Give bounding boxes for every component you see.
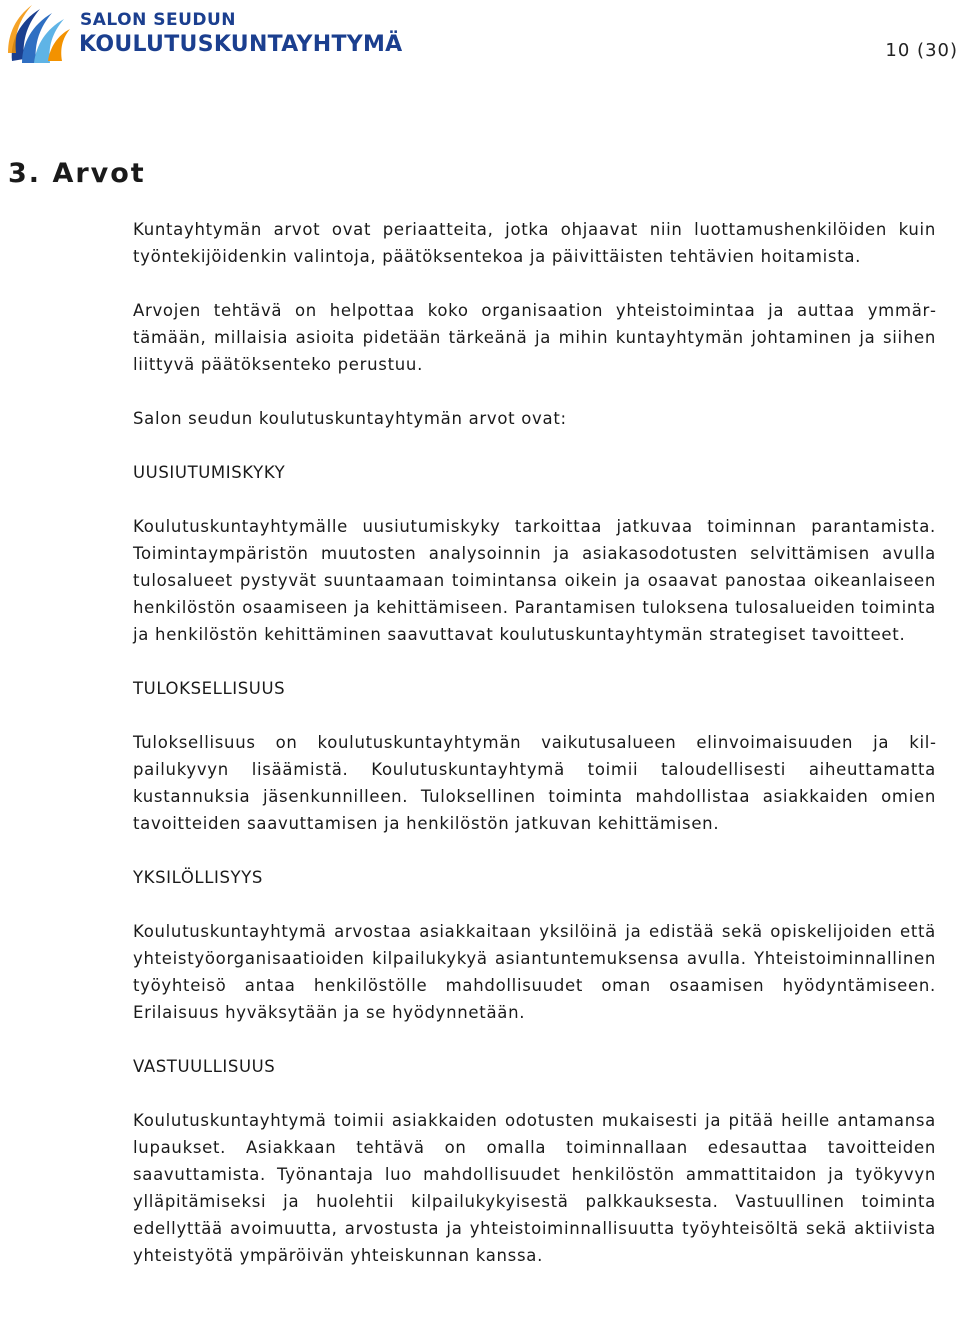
value-heading-yksilollisyys: YKSILÖLLISYYS (133, 868, 263, 887)
value-heading-uusiutumiskyky: UUSIUTUMISKYKY (133, 463, 286, 482)
value-heading-vastuullisuus: VASTUULLISUUS (133, 1057, 276, 1076)
intro-paragraph-3: Salon seudun koulutuskuntayhtymän arvot ovat: (133, 409, 567, 428)
intro-paragraph-1: Kuntayhtymän arvot ovat periaatteita, jotka ohjaavat niin luottamushenkilöiden kuin työntekijöidenkin valintoja, päätöksentekoa ja päivittäisten tehtävien hoitamista. (133, 220, 936, 266)
intro-paragraph-2: Arvojen tehtävä on helpottaa koko organisaation yhteistoimintaa ja auttaa ymmärtämään, millaisia asioita pidetään tärkeänä ja mihin kuntayhtymän johtaminen ja siihen liittyvä päätöksenteko perustuu. (133, 301, 936, 374)
value-text-yksilollisyys: Koulutuskuntayhtymä arvostaa asiakkaitaan yksilöinä ja edistää sekä opiskelijoiden että yhteistyöorganisaatioiden kilpailukykyä asiantuntemuksensa avulla. Yhteistoiminnallinen työyhteisö antaa henkilöstölle mahdollisuudet oman osaamisen hyödyntämiseen. Erilaisuus hyväksytään ja se hyödynnetään. (133, 922, 936, 1022)
logo-text-line1: SALON SEUDUN (80, 10, 237, 30)
page-number: 10 (30) (885, 40, 958, 61)
logo (6, 3, 456, 67)
section-title: 3. Arvot (8, 158, 146, 189)
page-header (0, 0, 960, 80)
value-text-tuloksellisuus: Tuloksellisuus on koulutuskuntayhtymän vaikutusalueen elinvoimaisuuden ja kilpailukyvyn lisäämistä. Koulutuskuntayhtymä toimii taloudellisesti aiheuttamatta kustannuksia jäsenkunnilleen. Tuloksellinen toiminta mahdollistaa asiakkaiden omien tavoitteiden saavuttamisen ja henkilöstön jatkuvan kehittämisen. (133, 733, 936, 833)
value-heading-tuloksellisuus: TULOKSELLISUUS (133, 679, 286, 698)
document-body (133, 216, 936, 1296)
flame-swoosh-icon (6, 3, 72, 67)
logo-text-line2: KOULUTUSKUNTAYHTYMÄ (79, 32, 403, 57)
value-text-uusiutumiskyky: Koulutuskuntayhtymälle uusiutumiskyky tarkoittaa jatkuvaa toiminnan parantamista. Toimintaympäristön muutosten analysoinnin ja asiakasodotusten selvittämisen avulla tulosalueet pystyvät suuntaamaan toimintansa oikein ja osaavat panostaa oikeanlaiseen henkilöstön osaamiseen ja kehittämiseen. Parantamisen tuloksena tulosalueiden toiminta ja henkilöstön kehittäminen saavuttavat koulutuskuntayhtymän strategiset tavoitteet. (133, 517, 936, 644)
value-text-vastuullisuus: Koulutuskuntayhtymä toimii asiakkaiden odotusten mukaisesti ja pitää heille antamansa lupaukset. Asiakkaan tehtävä on omalla toiminnallaan edesauttaa tavoitteiden saavuttamista. Työnantaja luo mahdollisuudet henkilöstön ammattitaidon ja työkyvyn ylläpitämiseksi ja huolehtii kilpailukykyisestä palkkauksesta. Vastuullinen toiminta edellyttää avoimuutta, arvostusta ja yhteistoiminnallisuutta työyhteisöltä sekä aktiivista yhteistyötä ympäröivän yhteiskunnan kanssa. (133, 1111, 936, 1265)
